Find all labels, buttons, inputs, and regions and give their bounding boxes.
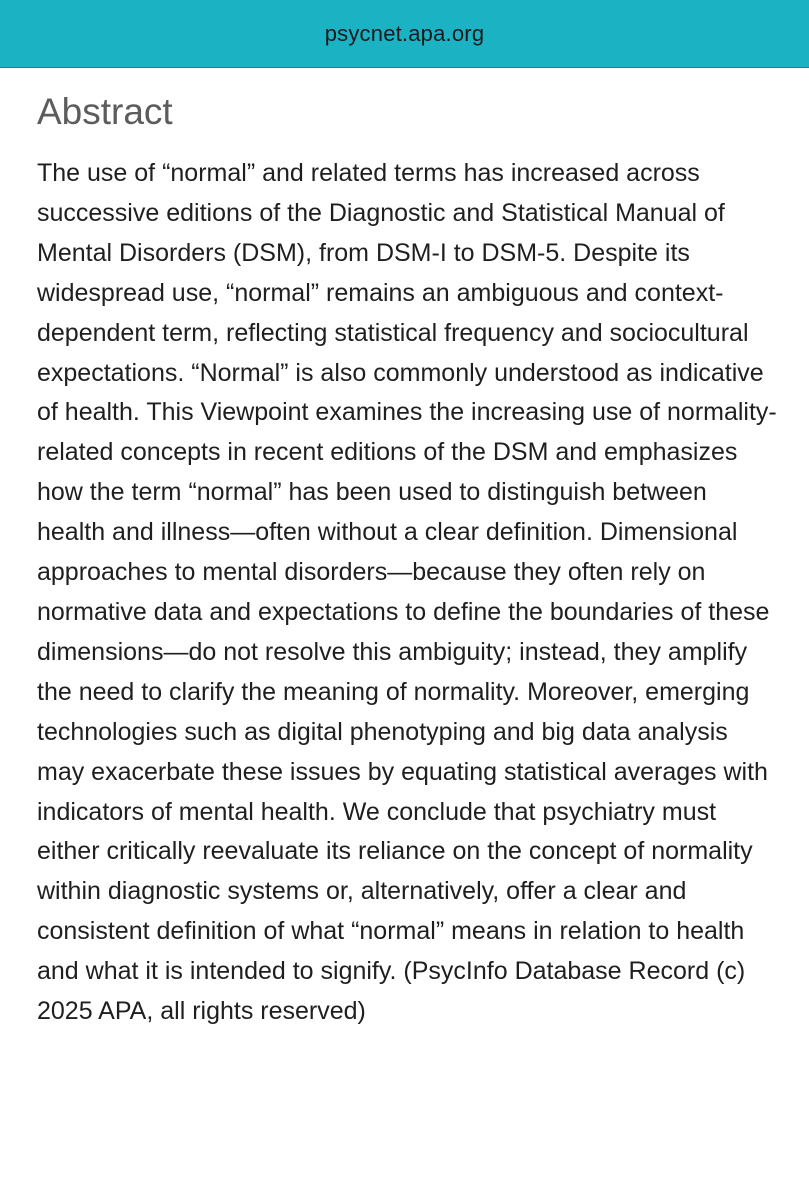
abstract-text: The use of “normal” and related terms has increased across successive editions of the Diagnostic and Statistical Manual of Mental Disorders (DSM), from DSM-I to DSM-5. Despite its widespread use, “normal” remains an ambiguous and context-dependent term, reflecting statistical frequency and sociocultural expectations. “Normal” is also commonly understood as indicative of health. This Viewpoint examines the increasing use of normality-related concepts in recent editions of the DSM and emphasizes how the term “normal” has been used to distinguish between health and illness—often without a clear definition. Dimensional approaches to mental disorders—because they often rely on normative data and expectations to define the boundaries of these dimensions—do not resolve this ambiguity; instead, they amplify the need to clarify the meaning of normality. Moreover, emerging technologies such as digital phenotyping and big data analysis may exacerbate these issues by equating statistical averages with indicators of mental health. We conclude that psychiatry must either critically reevaluate its reliance on the concept of normality within diagnostic systems or, alternatively, offer a clear and consistent definition of what “normal” means in relation to health and what it is intended to signify. (PsycInfo Database Record (c) 2025 APA, all rights reserved) bbox=[37, 159, 777, 1026]
url-text[interactable]: psycnet.apa.org bbox=[324, 20, 485, 46]
abstract-section bbox=[37, 88, 777, 1032]
page-heading: Abstract bbox=[37, 91, 173, 132]
browser-url-bar[interactable] bbox=[0, 0, 809, 68]
